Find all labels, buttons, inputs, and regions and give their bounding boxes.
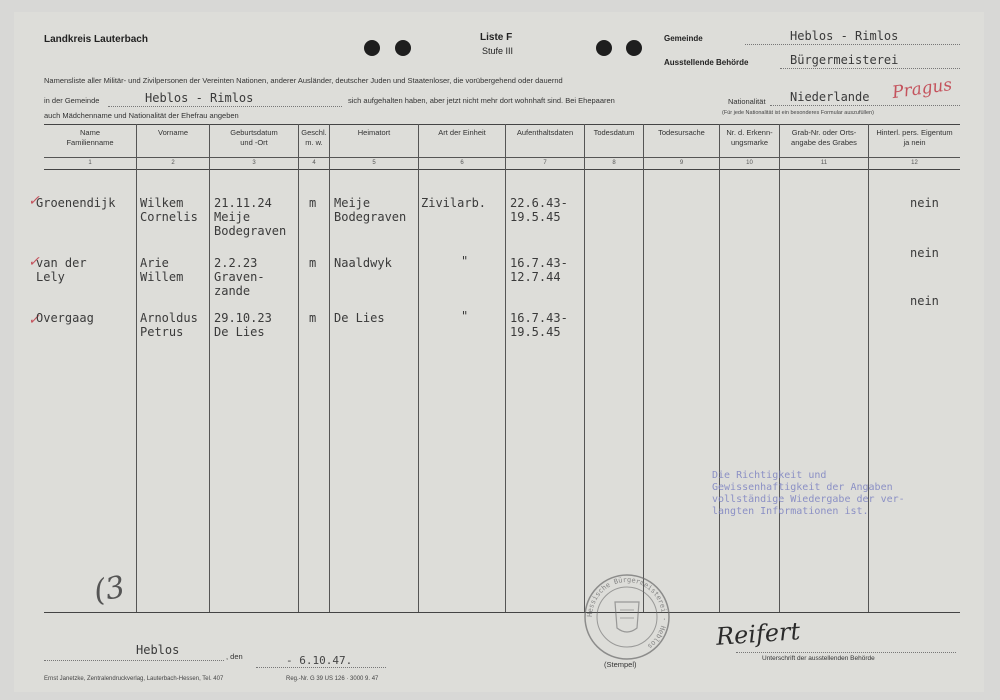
row2-sex: m [309,256,317,270]
footer-den-label: , den [226,652,243,661]
col-header-death-date: Todesdatum [593,128,635,137]
punch-hole [596,40,612,56]
row1-property: nein [910,196,939,210]
col-header-stay: Aufenthaltsdaten [516,128,574,137]
row3-unit: " [461,309,469,323]
municipality-label: Gemeinde [664,34,703,43]
row2-surname: van der Lely [36,256,87,284]
list-title: Liste F [480,32,513,43]
printer-note: Ernst Janetzke, Zentralendruckverlag, Lauterbach-Hessen, Tel. 407 [44,676,224,682]
authority-label: Ausstellende Behörde [664,58,749,67]
row3-surname: Overgaag [36,311,94,325]
row2-hometown: Naaldwyk [334,256,392,270]
pencil-tick: ✓ [28,254,40,270]
col-header-hometown: Heimatort [357,128,391,137]
authority-value: Bürgermeisterei [790,53,899,67]
nationality-note: (Für jede Nationalität ist ein besonderes Formular auszufüllen) [722,110,874,116]
col-number: 11 [820,160,828,166]
col-header-unit: Art der Einheit [438,128,486,137]
row2-birth: 2.2.23 Graven- zande [214,256,265,298]
table-column-divider [584,124,585,612]
row1-birth: 21.11.24 Meije Bodegraven [214,196,287,238]
row2-unit: " [461,254,469,268]
col-header-id-tag: Nr. d. Erkenn- ungsmarke [726,128,773,147]
margin-mark: (3 [91,569,128,610]
signature: Reifert [715,617,802,651]
table-column-divider [779,124,780,612]
pencil-tick: ✓ [28,193,40,209]
intro-municipality-value: Heblos - Rimlos [145,91,254,105]
row2-firstname: Arie Willem [140,256,184,284]
col-number: 3 [252,160,256,166]
col-number: 8 [612,160,616,166]
col-number: 4 [312,160,316,166]
col-number: 5 [372,160,376,166]
col-number: 2 [171,160,175,166]
row1-stay: 22.6.43- 19.5.45 [510,196,568,224]
row2-property: nein [910,246,939,260]
table-column-divider [505,124,506,612]
footer-place: Heblos [136,643,180,657]
col-header-firstname: Vorname [157,128,189,137]
row3-sex: m [309,311,317,325]
table-column-divider [719,124,720,612]
col-header-sex: Geschl. m. w. [301,128,327,147]
nationality-label: Nationalität [728,97,766,106]
table-top-rule [44,124,960,125]
row1-unit: Zivilarb. [421,196,487,210]
row3-firstname: Arnoldus Petrus [140,311,198,339]
row3-hometown: De Lies [334,311,385,325]
signature-label: Unterschrift der ausstellenden Behörde [762,655,875,662]
seal-ring-text: Hessische Bürgermeisterei · Heblos [585,575,669,651]
col-header-birth: Geburtsdatum und -Ort [230,128,278,147]
col-number: 9 [679,160,684,166]
table-column-divider [868,124,869,612]
footer-date: - 6.10.47. [286,654,353,667]
handwritten-mark: Pragus [890,74,954,104]
intro-text-spouse: auch Mädchenname und Nationalität der Ehefrau angeben [44,111,239,120]
row2-stay: 16.7.43- 12.7.44 [510,256,568,284]
table-column-divider [209,124,210,612]
col-header-property: Hinterl. pers. Eigentum ja nein [876,128,953,147]
col-header-grave: Grab-Nr. oder Orts- angabe des Grabes [791,128,857,147]
intro-municipality-label: in der Gemeinde [44,96,100,105]
col-number: 1 [88,160,92,166]
row3-property: nein [910,294,939,308]
intro-text-continued: sich aufgehalten haben, aber jetzt nicht mehr dort wohnhaft sind. Bei Ehepaaren [348,96,615,105]
col-number: 10 [746,160,753,166]
table-header-rule [44,157,960,158]
certification-stamp: Die Richtigkeit und Gewissenhaftigkeit der Angaben vollständige Wiedergabe der ver- langten Informationen ist. [712,470,905,517]
table-column-divider [643,124,644,612]
list-stage: Stufe III [482,46,514,56]
row3-stay: 16.7.43- 19.5.45 [510,311,568,339]
table-body-rule [44,169,960,170]
municipality-value: Heblos - Rimlos [790,29,899,43]
table-column-divider [329,124,330,612]
col-header-surname: Name Familienname [66,128,114,147]
col-number: 6 [460,160,464,166]
intro-text: Namensliste aller Militär- und Zivilpersonen der Vereinten Nationen, anderer Ausländer, deutscher Juden und Staatenloser, die vorübergehend oder dauernd [44,76,563,85]
row1-sex: m [309,196,317,210]
table-column-divider [298,124,299,612]
table-column-divider [136,124,137,612]
stamp-label: (Stempel) [604,660,637,669]
pencil-tick: ✓ [28,312,40,328]
district-title: Landkreis Lauterbach [44,34,148,45]
official-seal [582,572,672,662]
row1-firstname: Wilkem Cornelis [140,196,198,224]
nationality-value: Niederlande [790,90,870,104]
punch-hole [626,40,642,56]
registration-note: Reg.-Nr. G 39 US 126 · 3000 9. 47 [286,676,379,682]
punch-hole [395,40,411,56]
row1-surname: Groenendijk [36,196,116,210]
row3-birth: 29.10.23 De Lies [214,311,272,339]
row1-hometown: Meije Bodegraven [334,196,407,224]
col-number: 7 [543,160,547,166]
punch-hole [364,40,380,56]
col-header-death-cause: Todesursache [658,128,705,137]
table-bottom-rule [44,612,960,613]
table-column-divider [418,124,419,612]
col-number: 12 [911,160,918,166]
